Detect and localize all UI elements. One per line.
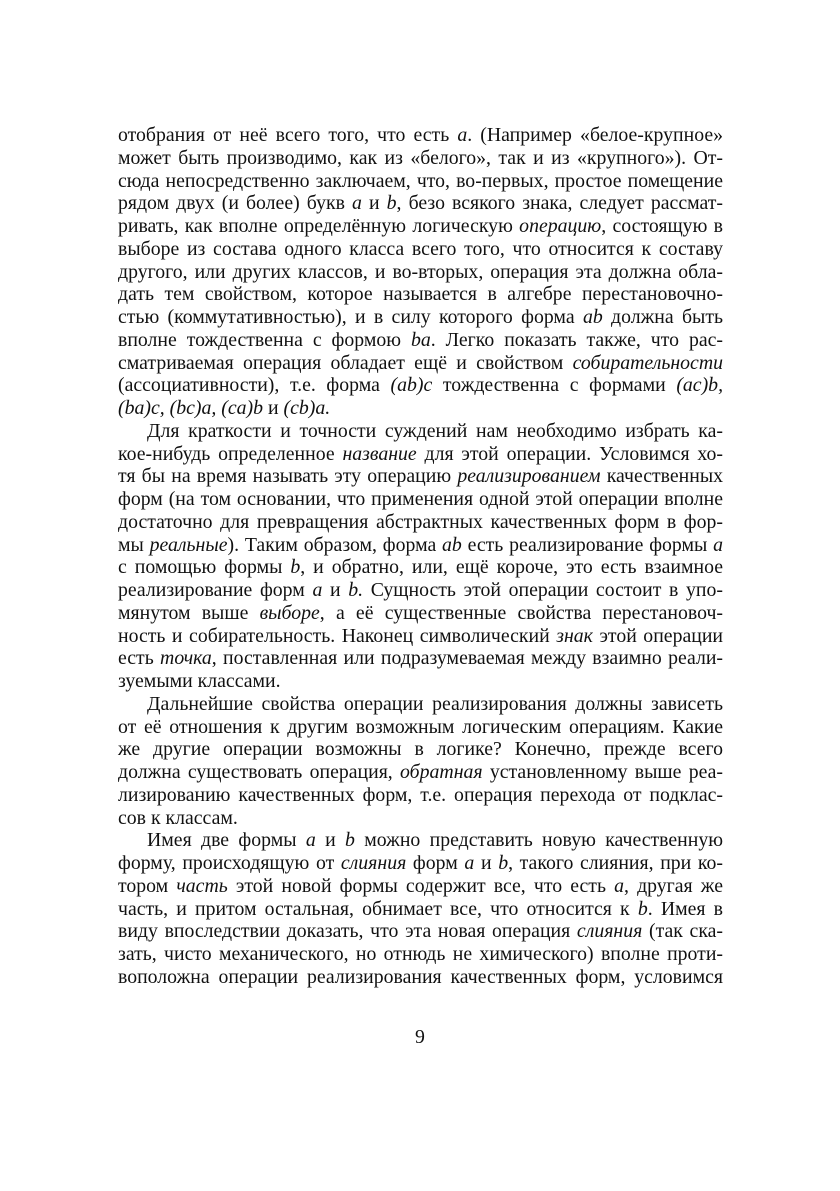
text-line: тором часть этой новой формы содержит все, что есть a, другая же bbox=[118, 874, 723, 897]
text-line: стью (коммутативностью), и в силу которого форма ab должна быть bbox=[118, 306, 723, 328]
text-line: зуемыми классами. bbox=[118, 670, 281, 692]
text-line: же другие операции возможны в логике? Конечно, прежде всего bbox=[118, 738, 723, 761]
text-line: есть точка, поставленная или подразумеваемая между взаимно реали- bbox=[118, 647, 723, 670]
text-line: вполне тождественна с формою ba. Легко показать также, что рас- bbox=[118, 328, 723, 351]
text-line: сматриваемая операция обладает ещё и свойством собирательности bbox=[118, 351, 723, 374]
text-line: сов к классам. bbox=[118, 806, 238, 829]
text-line: другого, или других классов, и во-вторых, операция эта должна обла- bbox=[118, 260, 723, 283]
text-line: воположна операции реализирования качественных форм, условимся bbox=[118, 965, 723, 988]
text-line: тя бы на время называть эту операцию реализированием качественных bbox=[118, 465, 723, 488]
text-line: (ассоциативности), т.е. форма (ab)c тождественна с формами (ac)b, bbox=[118, 374, 724, 397]
text-line: от её отношения к другим возможным логическим операциям. Какие bbox=[118, 715, 723, 738]
text-line: рядом двух (и более) букв a и b, безо всякого знака, следует рассмат- bbox=[118, 192, 724, 215]
text-line: дать тем свойством, которое называется в алгебре перестановочно- bbox=[118, 283, 723, 306]
text-line: (ba)c, (bc)a, (ca)b и (cb)a. bbox=[118, 397, 331, 419]
paragraph-1 bbox=[118, 124, 723, 420]
text-line: Имея две формы a и b можно представить новую качественную bbox=[147, 829, 723, 852]
paragraph-4 bbox=[118, 829, 723, 988]
text-line: может быть производимо, как из «белого», так и из «крупного»). От- bbox=[118, 146, 723, 169]
text-line: мянутом выше выборе, а её существенные свойства перестановоч- bbox=[118, 601, 723, 624]
text-line: реализирование форм a и b. Сущность этой операции состоит в упо- bbox=[118, 579, 723, 601]
text-line: должна существовать операция, обратная установленному выше реа- bbox=[118, 761, 723, 783]
paragraph-3 bbox=[118, 693, 723, 830]
text-line: выборе из состава одного класса всего того, что относится к составу bbox=[118, 237, 723, 260]
text-line: отобрания от неё всего того, что есть а. (Например «белое-крупное» bbox=[118, 124, 724, 146]
text-line: с помощью формы b, и обратно, или, ещё короче, это есть взаимное bbox=[118, 556, 724, 579]
text-line: достаточно для превращения абстрактных качественных форм в фор- bbox=[118, 510, 723, 533]
text-line: лизированию качественных форм, т.е. операция перехода от подклас- bbox=[118, 783, 723, 806]
text-line: зать, чисто механического, но отнюдь не химического) вполне проти- bbox=[118, 943, 723, 965]
text-line: форму, происходящую от слияния форм a и b, такого слияния, при ко- bbox=[118, 852, 723, 874]
text-line: часть, и притом остальная, обнимает все, что относится к b. Имея в bbox=[118, 897, 724, 920]
page-number: 9 bbox=[415, 1026, 425, 1048]
text-line: кое-нибудь определенное название для этой операции. Условимся хо- bbox=[118, 442, 723, 465]
text-line: мы реальные). Таким образом, форма ab есть реализирование формы a bbox=[118, 533, 723, 556]
text-block bbox=[118, 124, 723, 989]
text-line: Дальнейшие свойства операции реализирования должны зависеть bbox=[147, 692, 723, 715]
text-line: ность и собирательность. Наконец символический знак этой операции bbox=[118, 624, 723, 647]
text-line: Для краткости и точности суждений нам необходимо избрать ка- bbox=[147, 419, 723, 442]
text-line: виду впоследствии доказать, что эта новая операция слияния (так ска- bbox=[118, 920, 724, 943]
paragraph-2 bbox=[118, 420, 723, 693]
text-line: форм (на том основании, что применения одной этой операции вполне bbox=[118, 488, 723, 510]
text-line: ривать, как вполне определённую логическую операцию, состоящую в bbox=[118, 215, 723, 237]
text-line: сюда непосредственно заключаем, что, во-первых, простое помещение bbox=[118, 169, 723, 192]
